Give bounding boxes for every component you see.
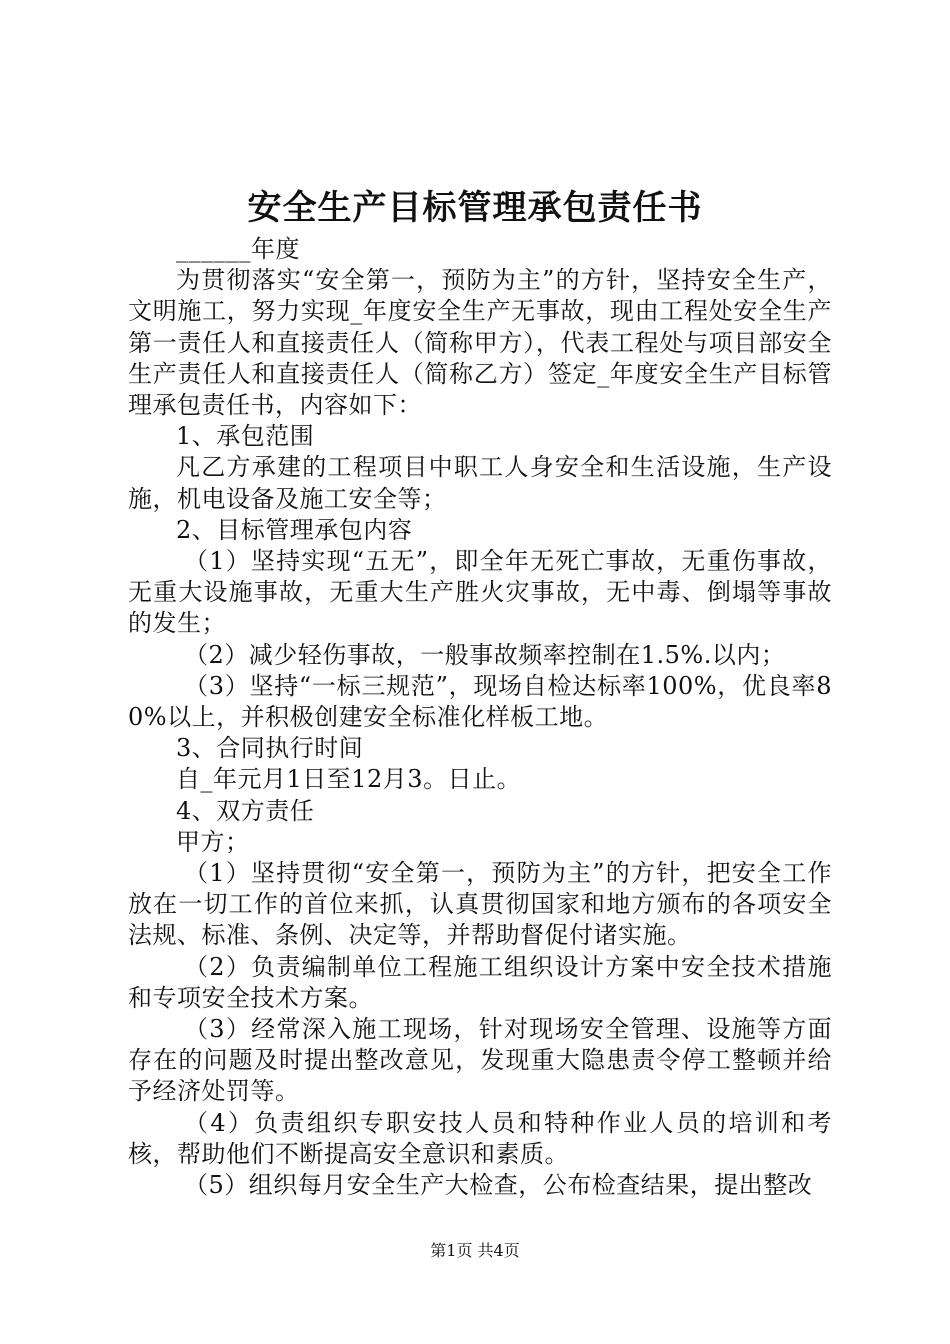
section-heading-content: 2、目标管理承包内容 [176,515,413,544]
content-item-2: （2）减少轻伤事故，一般事故频率控制在1.5%.以内； [184,640,786,669]
section-heading-scope: 1、承包范围 [176,422,315,451]
section-heading-term: 3、合同执行时间 [176,734,364,763]
intro-paragraph: 为贯彻落实“安全第一，预防为主”的方针，坚持安全生产，文明施工，努力实现_年度安全生产无事故，现由工程处安全生产第一责任人和直接责任人（简称甲方），代表工程处与项目部安全生产责任人和直接责任人（简称乙方）签定_年度安全生产目标管理承包责任书，内容如下： [128,266,832,420]
party-a-duty-4: （4）负责组织专职安技人员和特种作业人员的培训和考核，帮助他们不断提高安全意识和素质。 [128,1108,832,1168]
scope-paragraph: 凡乙方承建的工程项目中职工人身安全和生活设施，生产设施，机电设备及施工安全等； [128,453,832,513]
content-item-3: （3）坚持“一标三规范”，现场自检达标率100%，优良率80%以上，并积极创建安全标准化样板工地。 [128,671,832,732]
document-title: 安全生产目标管理承包责任书 [247,188,703,228]
party-a-duty-1: （1）坚持贯彻“安全第一，预防为主”的方针，把安全工作放在一切工作的首位来抓，认真贯彻国家和地方颁布的各项安全法规、标准、条例、决定等，并帮助督促付诸实施。 [128,859,832,950]
term-paragraph: 自_年元月1日至12月3。日止。 [176,765,522,794]
party-a-duty-3: （3）经常深入施工现场，针对现场安全管理、设施等方面存在的问题及时提出整改意见，发现重大隐患责令停工整顿并给予经济处罚等。 [128,1015,832,1106]
content-item-1: （1）坚持实现“五无”，即全年无死亡事故，无重伤事故，无重大设施事故，无重大生产胜火灾事故，无中毒、倒塌等事故的发生； [128,547,832,638]
page-footer: 第1页 共4页 [430,1241,520,1260]
party-a-duty-2: （2）负责编制单位工程施工组织设计方案中安全技术措施和专项安全技术方案。 [128,952,832,1012]
party-a-duty-5: （5）组织每月安全生产大检查，公布检查结果，提出整改 [184,1171,813,1200]
section-heading-duties: 4、双方责任 [176,796,315,825]
year-line: ______年度 [176,235,300,263]
document-body [128,234,832,1201]
party-a-label: 甲方； [176,827,250,856]
